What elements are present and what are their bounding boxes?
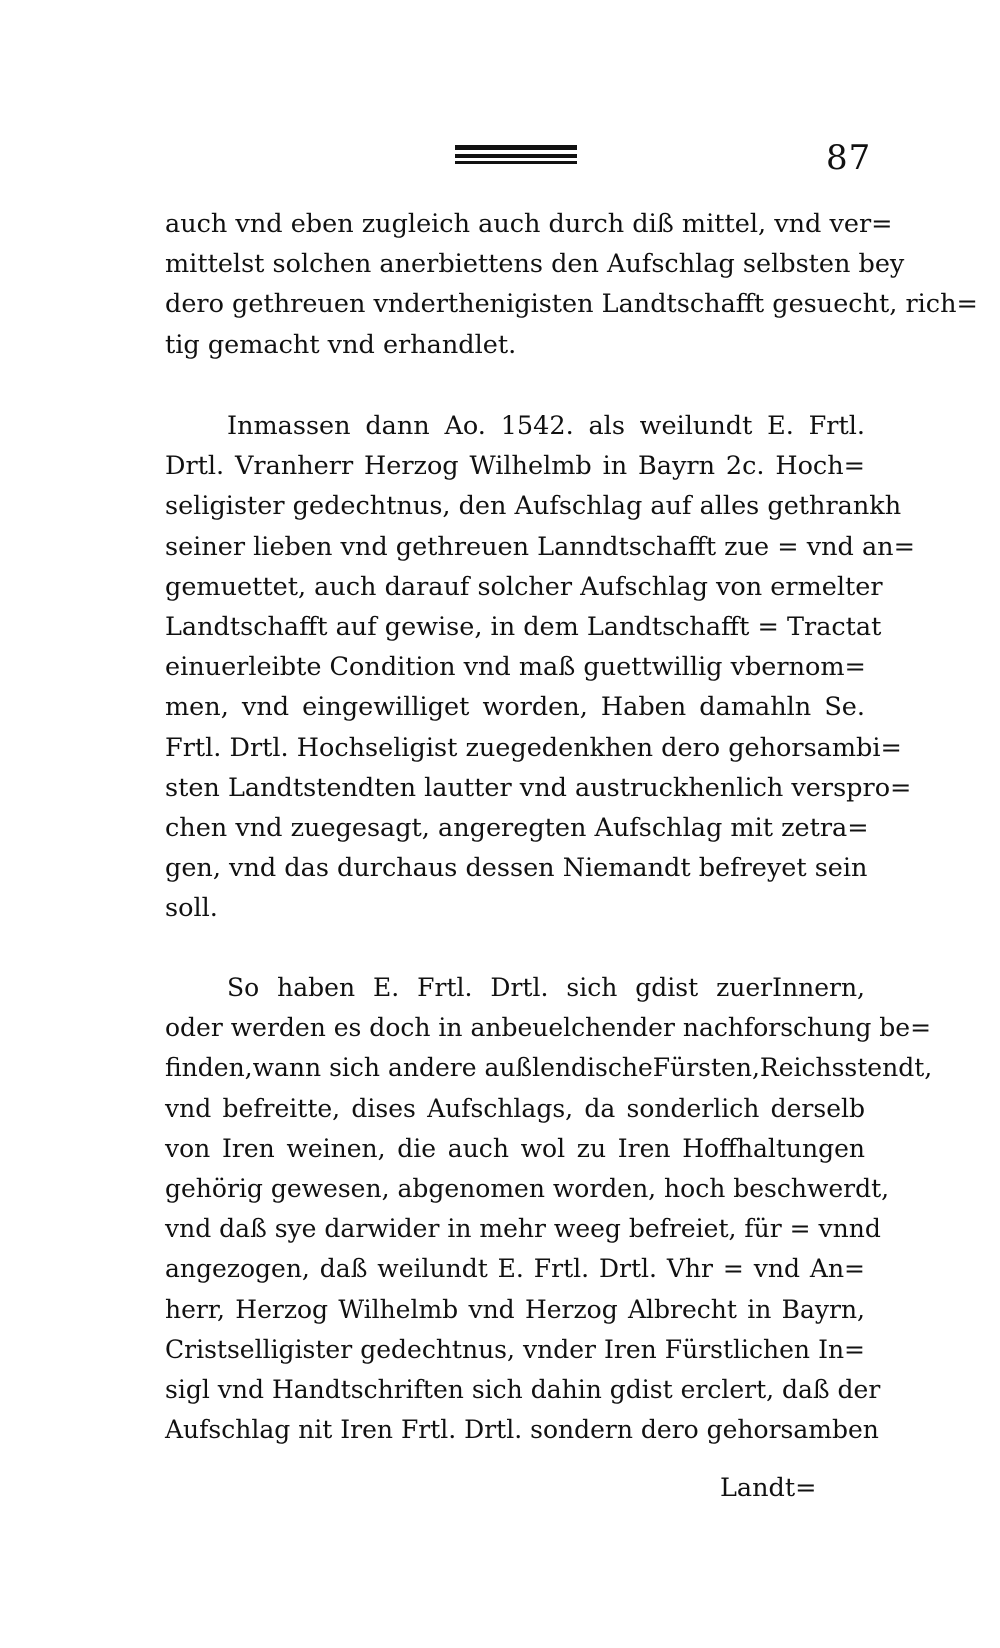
text-line: soll. xyxy=(165,893,218,924)
text-line: vnd befreitte, dises Aufschlags, da sonderlich derselb xyxy=(165,1093,865,1123)
text-line: vnd daß sye darwider in mehr weeg befreiet, für = vnnd xyxy=(165,1214,881,1244)
text-line: seiner lieben vnd gethreuen Lanndtschafft zue = vnd an= xyxy=(165,531,915,562)
page-number: 87 xyxy=(826,138,872,178)
text-line: tig gemacht vnd erhandlet. xyxy=(165,329,517,360)
text-line: finden,wann sich andere außlendischeFürsten,Reichsstendt, xyxy=(165,1053,933,1083)
text-line: gen, vnd das durchaus dessen Niemandt befreyet sein xyxy=(165,853,868,884)
text-line: Drtl. Vranherr Herzog Wilhelmb in Bayrn 2c. Hoch= xyxy=(165,451,865,482)
header-ornament-rule xyxy=(455,145,577,167)
text-line: Aufschlag nit Iren Frtl. Drtl. sondern dero gehorsamben xyxy=(165,1415,879,1445)
text-line: herr, Herzog Wilhelmb vnd Herzog Albrecht in Bayrn, xyxy=(165,1294,865,1324)
text-line: Frtl. Drtl. Hochseligist zuegedenkhen dero gehorsambi= xyxy=(165,732,902,763)
text-line: von Iren weinen, die auch wol zu Iren Hoffhaltungen xyxy=(165,1133,865,1163)
text-line: Cristselligister gedechtnus, vnder Iren Fürstlichen In= xyxy=(165,1334,865,1364)
catchword: Landt= xyxy=(720,1473,817,1503)
rule-line xyxy=(455,154,577,158)
paragraph xyxy=(165,204,978,365)
text-line: einuerleibte Condition vnd maß guettwillig vbernom= xyxy=(165,652,866,683)
text-line: oder werden es doch in anbeuelchender nachforschung be= xyxy=(165,1013,932,1043)
text-line: chen vnd zuegesagt, angeregten Aufschlag mit zetra= xyxy=(165,812,869,843)
text-line: auch vnd eben zugleich auch durch diß mittel, vnd ver= xyxy=(165,209,893,239)
rule-line xyxy=(455,145,577,150)
text-line: seligister gedechtnus, den Aufschlag auf alles gethrankh xyxy=(165,491,902,522)
paragraph xyxy=(165,406,915,928)
text-line: sten Landtstendten lautter vnd austruckhenlich verspro= xyxy=(165,772,912,803)
text-line: men, vnd eingewilliget worden, Haben damahln Se. xyxy=(165,692,865,723)
text-line: gemuettet, auch darauf solcher Aufschlag von ermelter xyxy=(165,571,883,602)
text-line: Inmassen dann Ao. 1542. als weilundt E. Frtl. xyxy=(227,411,865,441)
text-line: dero gethreuen vnderthenigisten Landtschafft gesuecht, rich= xyxy=(165,289,978,320)
text-line: gehörig gewesen, abgenomen worden, hoch beschwerdt, xyxy=(165,1173,890,1203)
text-line: angezogen, daß weilundt E. Frtl. Drtl. Vhr = vnd An= xyxy=(165,1254,865,1284)
text-line: mittelst solchen anerbiettens den Aufschlag selbsten bey xyxy=(165,249,905,280)
paragraph xyxy=(165,968,933,1450)
rule-line xyxy=(455,161,577,164)
text-line: So haben E. Frtl. Drtl. sich gdist zuerInnern, xyxy=(227,973,865,1002)
text-line: sigl vnd Handtschriften sich dahin gdist erclert, daß der xyxy=(165,1374,881,1404)
text-line: Landtschafft auf gewise, in dem Landtschafft = Tractat xyxy=(165,611,882,642)
